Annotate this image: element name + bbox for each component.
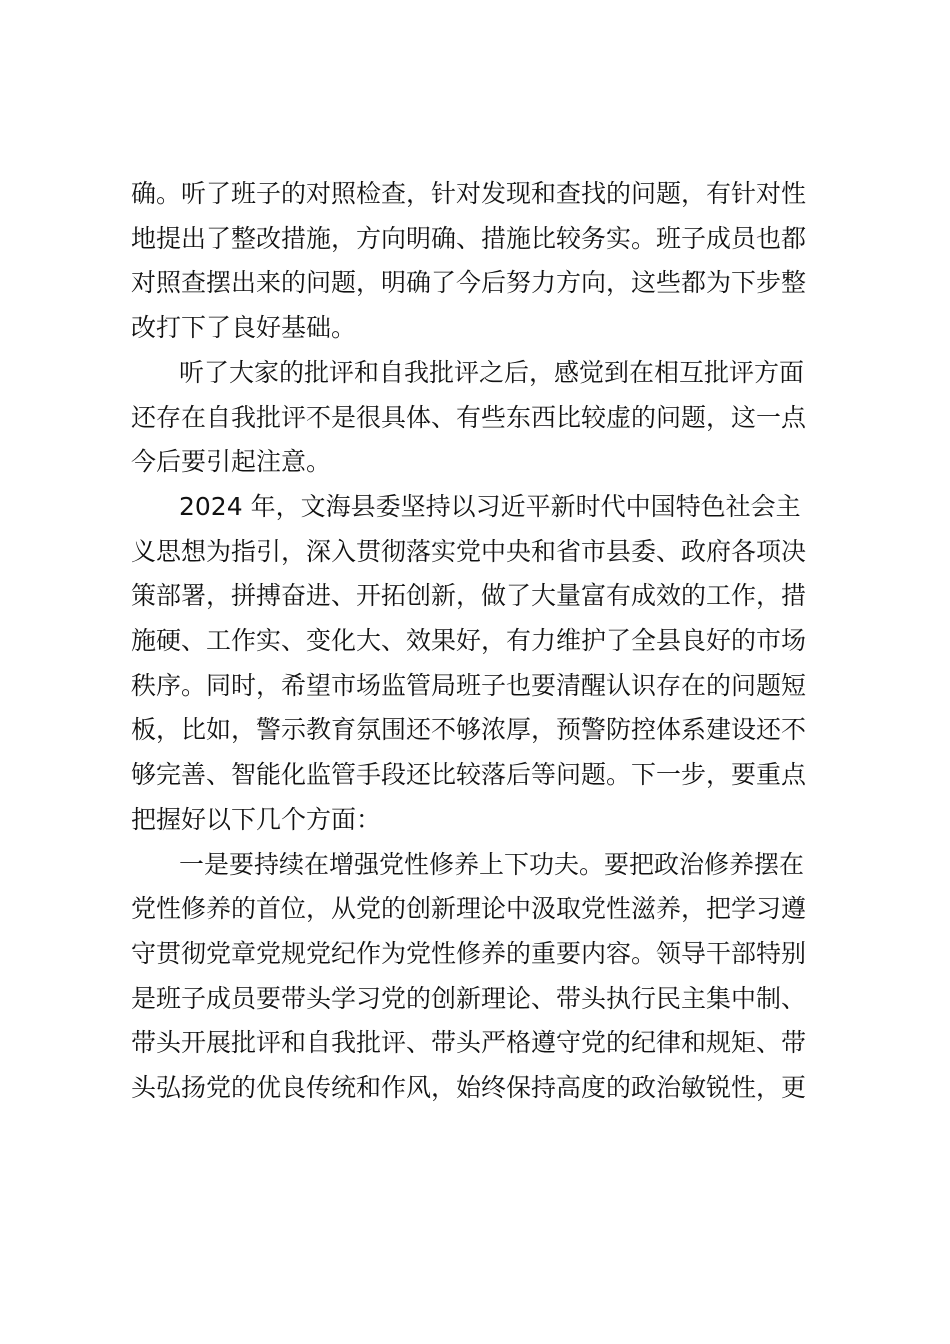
text-line: 带头开展批评和自我批评、带头严格遵守党的纪律和规矩、带 <box>131 1028 807 1058</box>
text-line: 今后要引起注意。 <box>131 447 332 477</box>
text-line: 义思想为指引，深入贯彻落实党中央和省市县委、政府各项决 <box>131 536 807 566</box>
document-body <box>131 172 821 1111</box>
text-line: 一是要持续在增强党性修养上下功夫。要把政治修养摆在 <box>179 849 805 879</box>
text-line: 地提出了整改措施，方向明确、措施比较务实。班子成员也都 <box>131 223 807 253</box>
text-line: 对照查摆出来的问题，明确了今后努力方向，这些都为下步整 <box>131 268 807 298</box>
text-line: 秩序。同时，希望市场监管局班子也要清醒认识存在的问题短 <box>131 670 807 700</box>
paragraph-2 <box>131 351 821 485</box>
text-line: 施硬、工作实、变化大、效果好，有力维护了全县良好的市场 <box>131 626 807 656</box>
paragraph-4 <box>131 843 821 1111</box>
text-line: 守贯彻党章党规党纪作为党性修养的重要内容。领导干部特别 <box>131 938 807 968</box>
text-line: 确。听了班子的对照检查，针对发现和查找的问题，有针对性 <box>131 179 807 208</box>
paragraph-3 <box>131 485 821 843</box>
text-line: 听了大家的批评和自我批评之后，感觉到在相互批评方面 <box>179 357 805 387</box>
paragraph-1 <box>131 172 821 351</box>
text-line: 头弘扬党的优良传统和作风，始终保持高度的政治敏锐性，更 <box>131 1073 807 1103</box>
text-line: 还存在自我批评不是很具体、有些东西比较虚的问题，这一点 <box>131 402 807 432</box>
text-line: 党性修养的首位，从党的创新理论中汲取党性滋养，把学习遵 <box>131 894 807 924</box>
text-line: 2024 年，文海县委坚持以习近平新时代中国特色社会主 <box>179 491 801 521</box>
text-line: 策部署，拼搏奋进、开拓创新，做了大量富有成效的工作，措 <box>131 581 807 611</box>
text-line: 把握好以下几个方面： <box>131 804 382 834</box>
text-line: 够完善、智能化监管手段还比较落后等问题。下一步，要重点 <box>131 760 807 790</box>
text-line: 板，比如，警示教育氛围还不够浓厚，预警防控体系建设还不 <box>131 715 807 745</box>
text-line: 改打下了良好基础。 <box>131 313 357 343</box>
text-line: 是班子成员要带头学习党的创新理论、带头执行民主集中制、 <box>131 983 807 1013</box>
